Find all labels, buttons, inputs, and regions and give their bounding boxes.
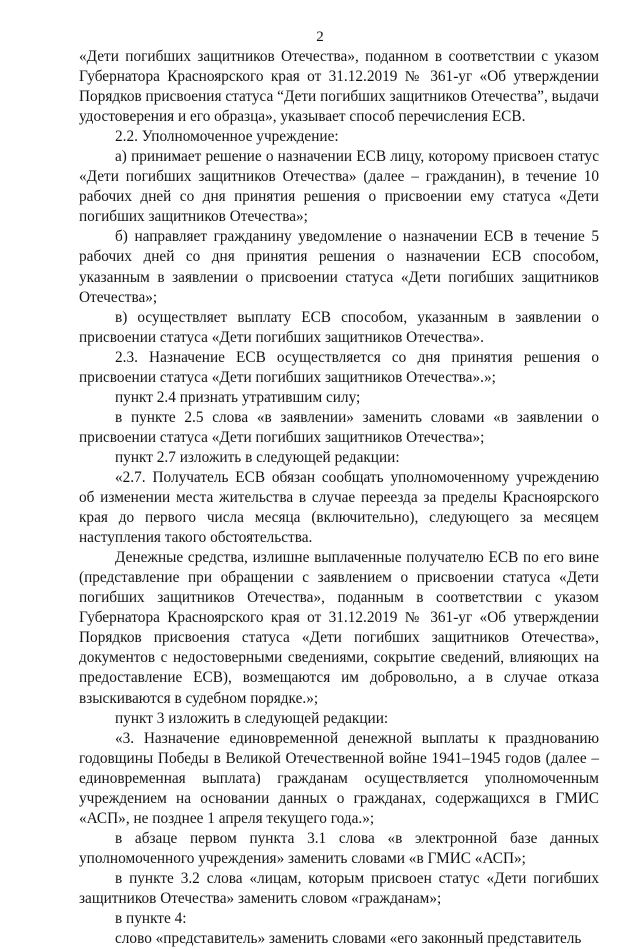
- paragraph: в абзаце первом пункта 3.1 слова «в электронной базе данных уполномоченного учреждения» заменить словами «в ГМИС «АСП»;: [79, 829, 599, 867]
- paragraph: пункт 3 изложить в следующей редакции:: [115, 709, 389, 727]
- paragraph: пункт 2.4 признать утратившим силу;: [115, 388, 361, 406]
- document-body: [79, 47, 599, 949]
- paragraph: б) направляет гражданину уведомление о назначении ЕСВ в течение 5 рабочих дней со дня принятия решения о назначении ЕСВ способом, указанным в заявлении о присвоении статуса «Дети погибших защитников Отечества»;: [79, 228, 599, 306]
- paragraph: 2.3. Назначение ЕСВ осуществляется со дня принятия решения о присвоении статуса «Дети погибших защитников Отечества».»;: [79, 348, 599, 386]
- paragraph: 2.2. Уполномоченное учреждение:: [115, 128, 339, 146]
- paragraph: Денежные средства, излишне выплаченные получателю ЕСВ по его вине (представление при обращении с заявлением о присвоении статуса «Дети погибших защитников Отечества», поданным в соответствии с указом Губернатора Красноярского края от 31.12.2019 № 361-уг «Об утверждении Порядков присвоения статуса «Дети погибших защитников Отечества», документов с недостоверными сведениями, сокрытие сведений, влияющих на предоставление ЕСВ), возмещаются им добровольно, а в случае отказа взыскиваются в судебном порядке.»;: [79, 549, 599, 707]
- paragraph: слово «представитель» заменить словами «его законный представитель: [115, 930, 582, 948]
- paragraph: «2.7. Получатель ЕСВ обязан сообщать уполномоченному учреждению об изменении места жительства в случае переезда за пределы Красноярского края до первого числа месяца (включительно), следующего за месяцем наступления такого обстоятельства.: [79, 468, 599, 547]
- paragraph: пункт 2.7 изложить в следующей редакции:: [115, 448, 400, 466]
- paragraph: а) принимает решение о назначении ЕСВ лицу, которому присвоен статус «Дети погибших защитников Отечества» (далее – гражданин), в течение 10 рабочих дней со дня принятия решения о присвоении ему статуса «Дети погибших защитников Отечества»;: [79, 148, 599, 226]
- paragraph: «Дети погибших защитников Отечества», поданном в соответствии с указом Губернатора Красноярского края от 31.12.2019 № 361-уг «Об утверждении Порядков присвоения статуса “Дети погибших защитников Отечества”, выдачи удостоверения и его образца», указывает способ перечисления ЕСВ.: [79, 48, 599, 126]
- paragraph: в) осуществляет выплату ЕСВ способом, указанным в заявлении о присвоении статуса «Дети погибших защитников Отечества».: [79, 308, 599, 346]
- paragraph: в пункте 2.5 слова «в заявлении» заменить словами «в заявлении о присвоении статуса «Дети погибших защитников Отечества»;: [79, 408, 599, 446]
- paragraph: в пункте 4:: [115, 910, 187, 928]
- paragraph: в пункте 3.2 слова «лицам, которым присвоен статус «Дети погибших защитников Отечества» заменить словом «гражданам»;: [79, 869, 599, 907]
- paragraph: «3. Назначение единовременной денежной выплаты к празднованию годовщины Победы в Великой Отечественной войне 1941–1945 годов (далее – единовременная выплата) гражданам осуществляется уполномоченным учреждением на основании данных о гражданах, содержащихся в ГМИС «АСП», не позднее 1 апреля текущего года.»;: [79, 729, 599, 827]
- page-number: 2: [316, 29, 324, 45]
